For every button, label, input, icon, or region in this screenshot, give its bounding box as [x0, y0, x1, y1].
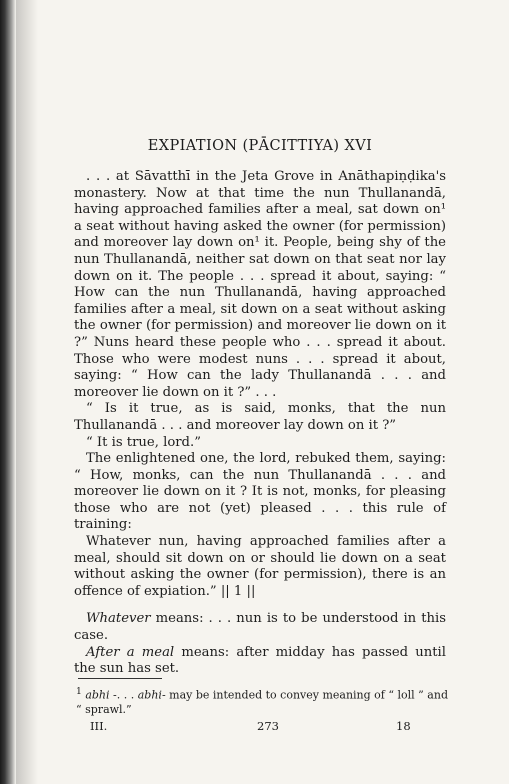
- paragraph-rule: Whatever nun, having approached families after a meal, should sit down on or should lie down on a seat without asking the owner (for permission), there is an offence of expiation.” || 1 ||: [74, 534, 446, 599]
- definition-after-meal: [74, 645, 446, 678]
- footnote-marker: 1: [76, 686, 82, 697]
- paragraph-answer: “ It is true, lord.”: [86, 434, 201, 450]
- page-content: [74, 138, 446, 678]
- footnote: [76, 685, 448, 717]
- paragraph-question: “ Is it true, as is said, monks, that the nun Thullanandā . . . and moreover lay down on it ?”: [74, 401, 446, 433]
- definition-term: Whatever: [86, 611, 151, 627]
- page-title: EXPIATION (PĀCITTIYA) XVI: [147, 138, 373, 154]
- gutter-shadow: [16, 0, 38, 784]
- definition-text: means: . . . nun is to be understood in this case.: [74, 611, 446, 644]
- definition-term: After a meal: [86, 644, 175, 660]
- footnote-text: - may be intended to convey meaning of “ loll ” and “ sprawl.”: [76, 688, 448, 716]
- footnote-term-a: abhi: [85, 688, 110, 702]
- definition-text: means: after midday has passed until the sun has set.: [74, 644, 446, 677]
- paragraph-narrative: . . . at Sāvatthī in the Jeta Grove in Anāthapiṇḍika's monastery. Now at that time the nun Thullanandā, having approached families after a meal, sat down on¹ a seat without having asked the owner (for permission) and moreover lay down on¹ it. People, being shy of the nun Thullanandā, neither sat down on that seat nor lay down on it. The people . . . spread it about, saying: “ How can the nun Thullanandā, having approached families after a meal, sit down on a seat without asking the owner (for permission) and moreover lie down on it ?” Nuns heard these people who . . . spread it about. Those who were modest nuns . . . spread it about, saying: “ How can the lady Thullanandā . . . and moreover lie down on it ?” . . .: [74, 169, 446, 400]
- book-spine-shadow: [0, 0, 16, 784]
- footnote-rule: [78, 678, 162, 679]
- footnote-term-b: abhi: [137, 688, 162, 702]
- page-number: 273: [257, 719, 279, 733]
- definition-whatever: [74, 611, 446, 644]
- body-text: [74, 169, 446, 678]
- signature-mark: III.: [90, 719, 108, 733]
- sheet-number: 18: [396, 719, 411, 733]
- paragraph-rebuke: The enlightened one, the lord, rebuked them, saying: “ How, monks, can the nun Thullanandā . . . and moreover lie down on it ? It is not, monks, for pleasing those who are not (yet) pleased . . . this rule of training:: [74, 451, 446, 533]
- footnote-mid: -. . .: [109, 688, 138, 702]
